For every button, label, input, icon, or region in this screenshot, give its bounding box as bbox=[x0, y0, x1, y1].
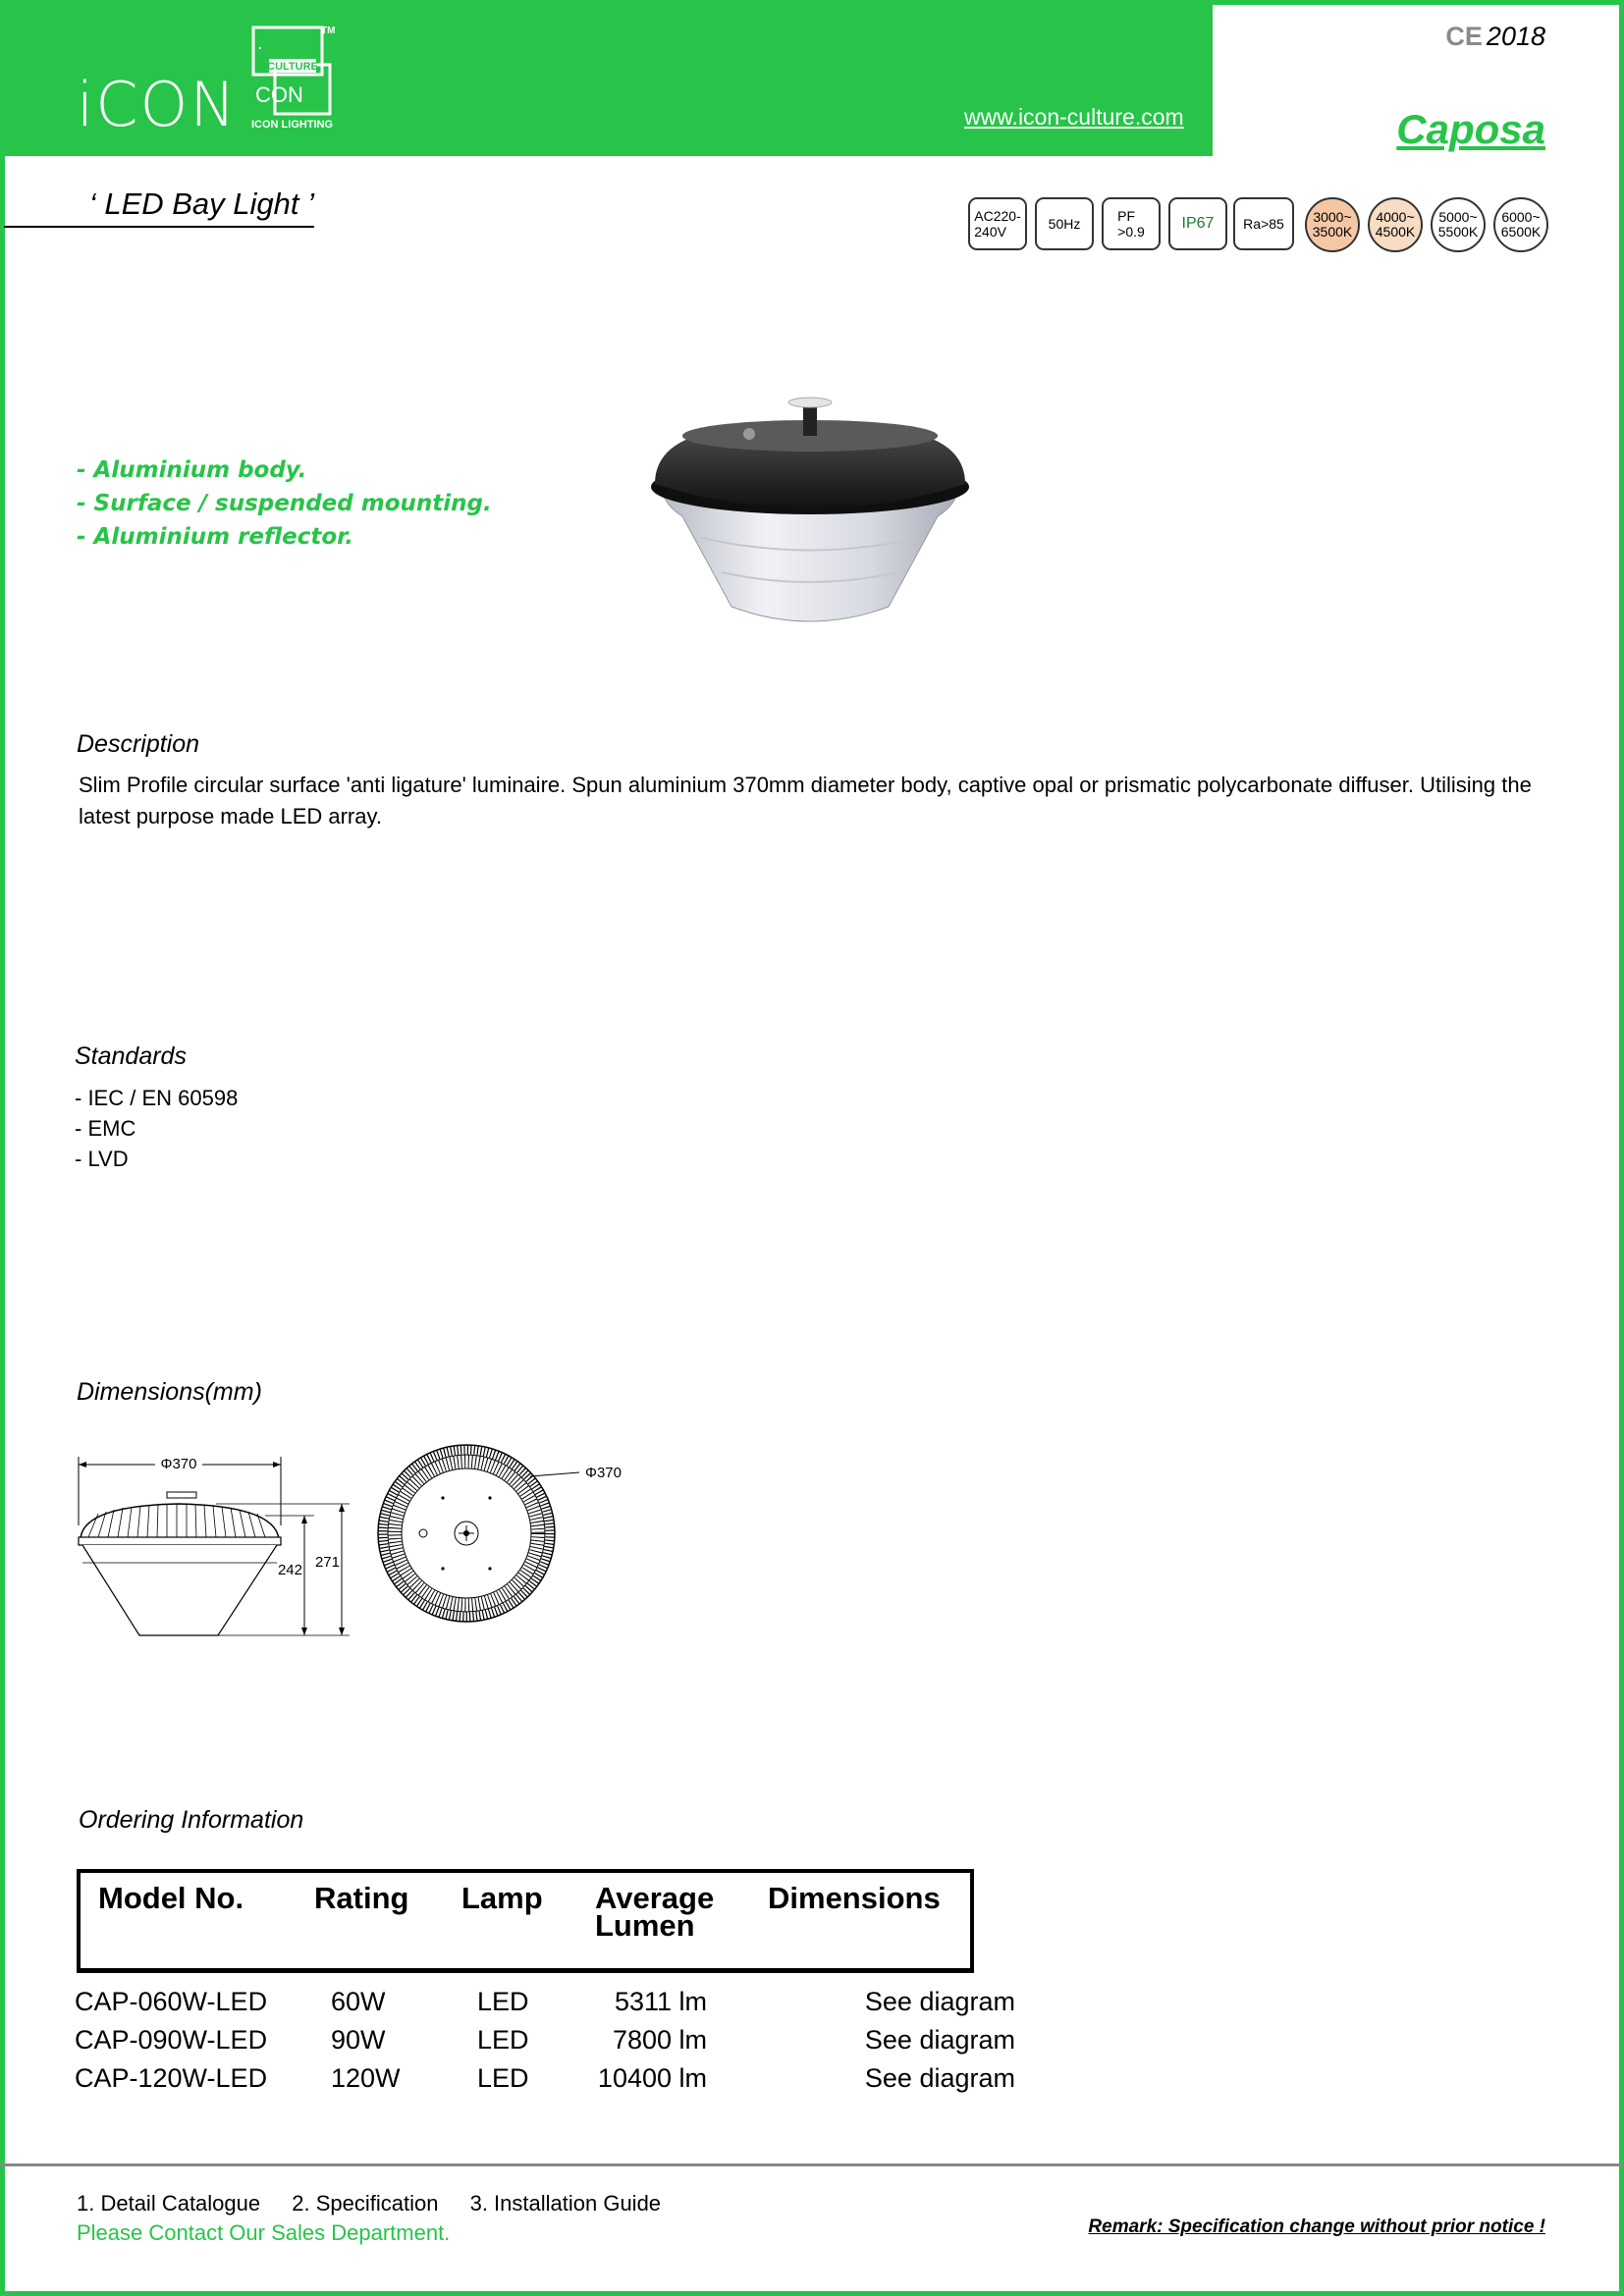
ordering-rows bbox=[75, 1987, 1015, 2102]
link-specification[interactable]: 2. Specification bbox=[292, 2191, 439, 2216]
dim-height-outer: 271 bbox=[314, 1554, 340, 1571]
website-link[interactable]: www.icon-culture.com bbox=[964, 104, 1184, 130]
badge-cct-6000: 6000~ 6500K bbox=[1493, 197, 1548, 252]
ce-year bbox=[1445, 22, 1545, 52]
standard-item: - IEC / EN 60598 bbox=[75, 1086, 239, 1110]
brand-logo-text: iCON bbox=[77, 69, 238, 140]
badge-cri: Ra>85 bbox=[1233, 197, 1294, 250]
cell-rating: 120W bbox=[331, 2063, 401, 2093]
col-rating: Rating bbox=[314, 1881, 409, 1915]
feature-list bbox=[77, 454, 492, 554]
footer-divider bbox=[0, 2163, 1624, 2166]
description-text: Slim Profile circular surface 'anti ligature' luminaire. Spun aluminium 370mm diameter body, captive opal or prismatic polycarbonate diffuser. Utilising the latest purpose made LED array. bbox=[79, 773, 1532, 828]
badge-frequency: 50Hz bbox=[1035, 197, 1094, 250]
document-title: ‘ LED Bay Light ’ bbox=[4, 187, 314, 228]
table-row bbox=[75, 2063, 1015, 2102]
logo-mark-top-text: CULTURE bbox=[267, 61, 318, 73]
badge-cct-5000: 5000~ 5500K bbox=[1431, 197, 1486, 252]
logo-mark-bottom-text: CON bbox=[255, 82, 303, 107]
cell-model: CAP-090W-LED bbox=[75, 2025, 268, 2055]
standards-heading: Standards bbox=[75, 1042, 187, 1070]
cell-lumen: 10400 lm bbox=[597, 2063, 707, 2093]
footer-links bbox=[77, 2191, 686, 2216]
dim-height-inner: 242 bbox=[277, 1562, 302, 1578]
description-heading: Description bbox=[77, 730, 200, 758]
cell-dimensions: See diagram bbox=[864, 2063, 1015, 2093]
feature-item: - Aluminium body. bbox=[77, 457, 307, 483]
product-name: Caposa bbox=[1396, 106, 1545, 152]
badge-voltage: AC220- 240V bbox=[968, 197, 1027, 250]
ordering-table-header bbox=[77, 1869, 974, 1973]
badge-power-factor: PF >0.9 bbox=[1102, 197, 1161, 250]
year: 2018 bbox=[1486, 22, 1545, 51]
cell-lumen: 7800 lm bbox=[612, 2025, 707, 2055]
footer-contact: Please Contact Our Sales Department. bbox=[77, 2220, 451, 2245]
cell-dimensions: See diagram bbox=[864, 2025, 1015, 2055]
col-average-lumen: Average Lumen bbox=[595, 1881, 715, 1943]
dim-top-diameter: Φ370 bbox=[585, 1465, 622, 1481]
dimension-drawing bbox=[69, 1443, 658, 1669]
col-lamp: Lamp bbox=[461, 1881, 543, 1915]
ce-mark-icon: CE bbox=[1445, 22, 1483, 51]
cell-rating: 90W bbox=[331, 2025, 386, 2055]
brand-logo-subtitle: ICON LIGHTING bbox=[251, 119, 334, 131]
link-detail-catalogue[interactable]: 1. Detail Catalogue bbox=[77, 2191, 261, 2216]
cell-rating: 60W bbox=[331, 1987, 386, 2016]
dimensions-heading: Dimensions(mm) bbox=[77, 1378, 262, 1406]
cell-dimensions: See diagram bbox=[864, 1987, 1015, 2016]
col-dimensions: Dimensions bbox=[768, 1881, 941, 1915]
badge-cct-3000: 3000~ 3500K bbox=[1305, 197, 1360, 252]
footer-remark: Remark: Specification change without prior notice ! bbox=[1088, 2216, 1545, 2237]
cell-lamp: LED bbox=[477, 1987, 529, 2016]
feature-item: - Aluminium reflector. bbox=[77, 524, 353, 550]
standard-item: - EMC bbox=[75, 1116, 136, 1141]
dim-side-diameter: Φ370 bbox=[160, 1456, 197, 1472]
logo-tm: TM bbox=[321, 26, 336, 36]
standard-item: - LVD bbox=[75, 1147, 129, 1171]
ordering-heading: Ordering Information bbox=[79, 1806, 304, 1834]
cell-lamp: LED bbox=[477, 2063, 529, 2093]
cell-lamp: LED bbox=[477, 2025, 529, 2055]
table-row bbox=[75, 1987, 1015, 2025]
standards-list bbox=[75, 1083, 238, 1174]
cell-model: CAP-060W-LED bbox=[75, 1987, 268, 2016]
link-installation-guide[interactable]: 3. Installation Guide bbox=[469, 2191, 662, 2216]
badge-ip-rating: IP67 bbox=[1168, 197, 1227, 250]
cell-model: CAP-120W-LED bbox=[75, 2063, 268, 2093]
col-model-no: Model No. bbox=[98, 1881, 244, 1915]
badge-cct-4000: 4000~ 4500K bbox=[1368, 197, 1423, 252]
feature-item: - Surface / suspended mounting. bbox=[77, 491, 492, 516]
cell-lumen: 5311 lm bbox=[614, 1987, 707, 2016]
product-photo bbox=[643, 391, 977, 636]
table-row bbox=[75, 2025, 1015, 2063]
brand-logo-mark bbox=[247, 22, 346, 130]
